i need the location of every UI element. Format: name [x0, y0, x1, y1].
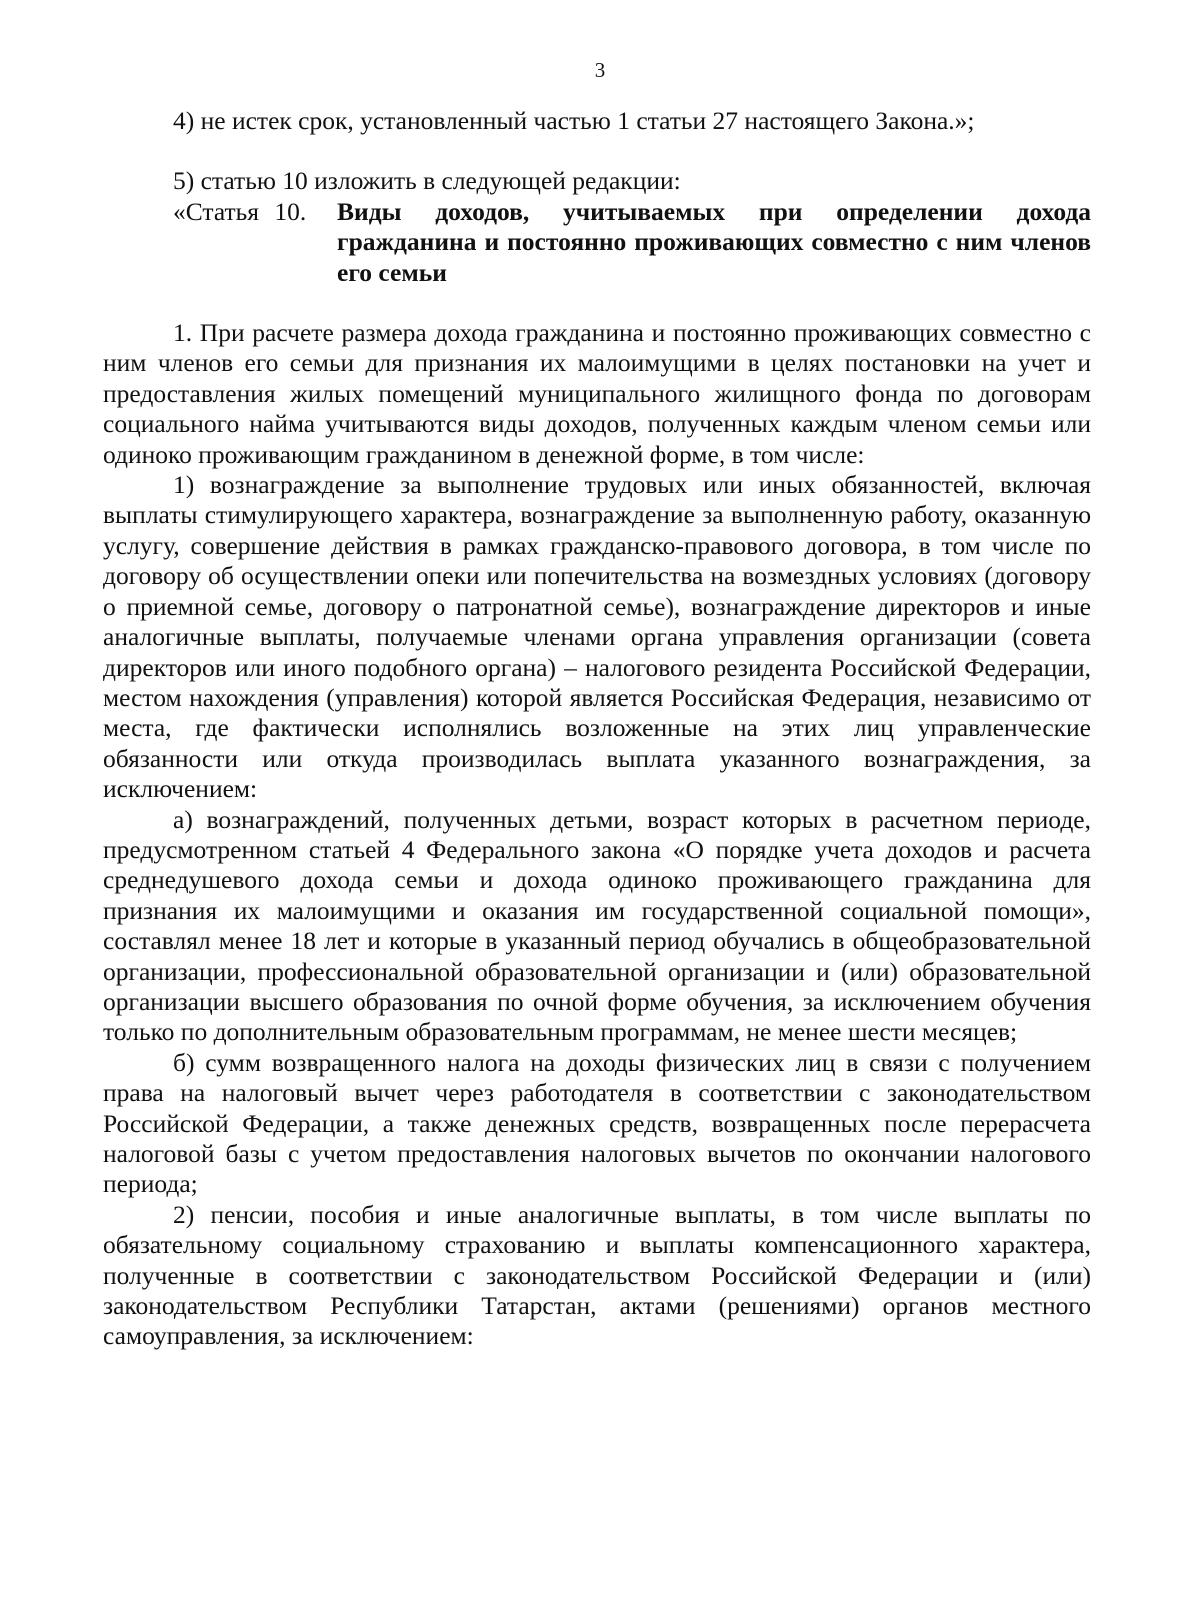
item-4-paragraph: 4) не истек срок, установленный частью 1 статьи 27 настоящего Закона.»; — [173, 106, 975, 135]
article-title: Виды доходов, учитываемых при определении дохода гражданина и постоянно проживающих совместно с ним членов его семьи — [337, 196, 1091, 287]
article-label: «Статья 10. — [173, 196, 307, 226]
paragraph-subclause-1: 1) вознаграждение за выполнение трудовых или иных обязанностей, включая выплаты стимулирующего характера, вознаграждение за выполненную работу, оказанную услугу, совершение действия в рамках гражданско-правового договора, в том числе по договору об осуществлении опеки или попечительства на возмездных условиях (договору о приемной семье, договору о патронатной семье), вознаграждение директоров и иные аналогичные выплаты, получаемые членами органа управления организации (совета директоров или иного подобного органа) – налогового резидента Российской Федерации, местом нахождения (управления) которой является Российская Федерация, независимо от места, где фактически исполнялись возложенные на этих лиц управленческие обязанности или откуда производилась выплата указанного вознаграждения, за исключением: — [103, 470, 1091, 804]
paragraph-clause-1: 1. При расчете размера дохода гражданина и постоянно проживающих совместно с ним членов его семьи для признания их малоимущими в целях постановки на учет и предоставления жилых помещений муниципального жилищного фонда по договорам социального найма учитываются виды доходов, полученных каждым членом семьи или одиноко проживающим гражданином в денежной форме, в том числе: — [103, 318, 1091, 469]
item-5-paragraph: 5) статью 10 изложить в следующей редакции: — [173, 166, 681, 196]
paragraph-subclause-b: б) сумм возвращенного налога на доходы физических лиц в связи с получением права на налоговый вычет через работодателя в соответствии с законодательством Российской Федерации, а также денежных средств, возвращенных после перерасчета налоговой базы с учетом предоставления налоговых вычетов по окончании налогового периода; — [103, 1047, 1091, 1199]
document-body — [103, 106, 1091, 1352]
paragraph-subclause-2: 2) пенсии, пособия и иные аналогичные выплаты, в том числе выплаты по обязательному социальному страхованию и выплаты компенсационного характера, полученные в соответствии с законодательством Российской Федерации и (или) законодательством Республики Татарстан, актами (решениями) органов местного самоуправления, за исключением: — [103, 1199, 1091, 1351]
page-number: 3 — [594, 58, 606, 82]
paragraph-subclause-a: а) вознаграждений, полученных детьми, возраст которых в расчетном периоде, предусмотренном статьей 4 Федерального закона «О порядке учета доходов и расчета среднедушевого дохода семьи и дохода одиноко проживающего гражданина для признания их малоимущими и оказания им государственной социальной помощи», составлял менее 18 лет и которые в указанный период обучались в общеобразовательной организации, профессиональной образовательной организации и (или) образовательной организации высшего образования по очной форме обучения, за исключением обучения только по дополнительным образовательным программам, не менее шести месяцев; — [103, 804, 1091, 1047]
article-heading — [173, 197, 1091, 288]
